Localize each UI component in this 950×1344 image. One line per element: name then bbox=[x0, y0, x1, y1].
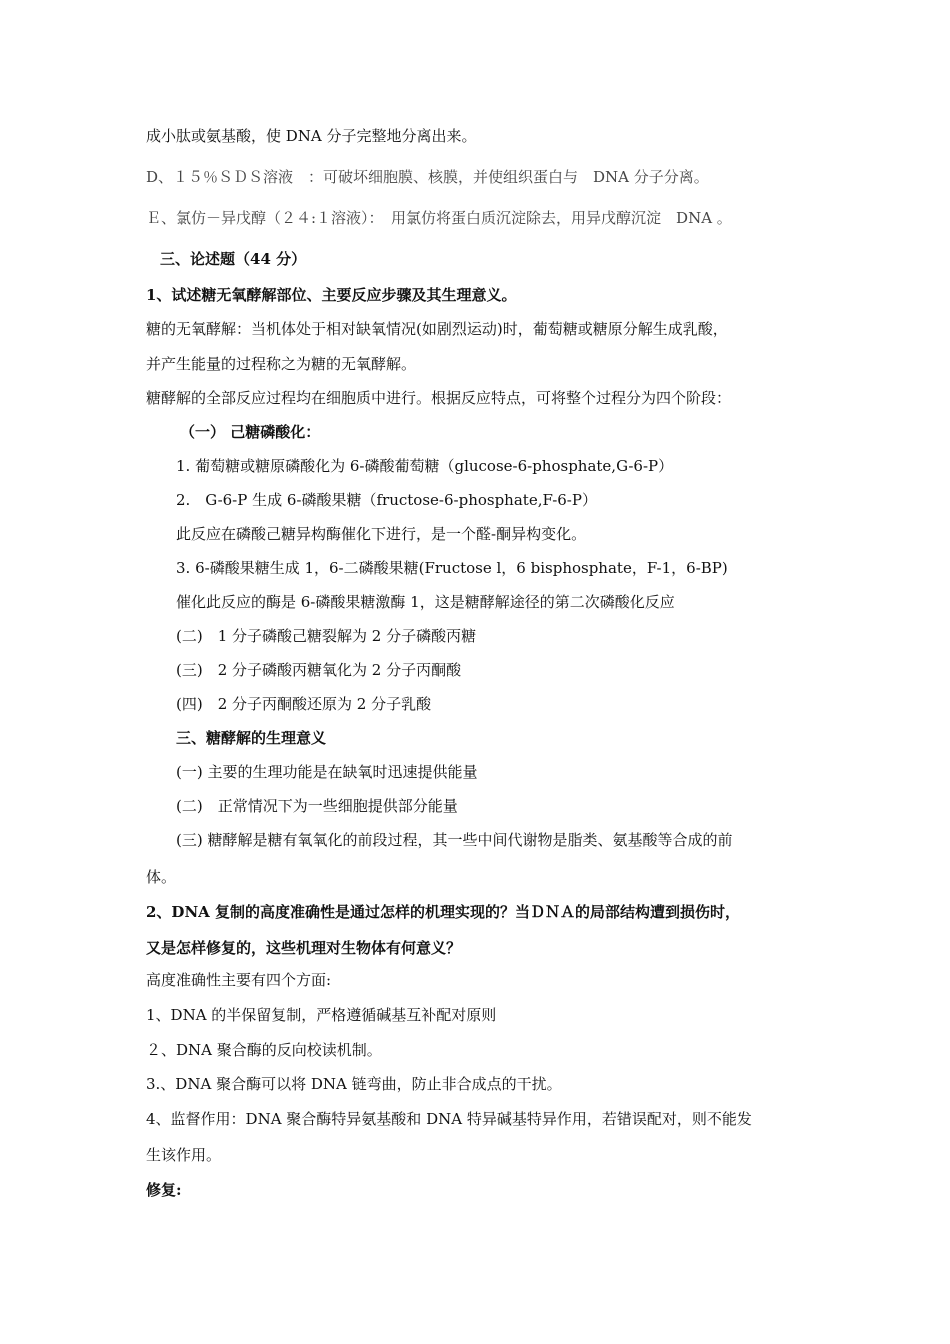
text-line-reagent-d: D、１５％ＳＤＳ溶液 ：可破坏细胞膜、核膜，并使组织蛋白与 DNA 分子分离。 bbox=[146, 168, 709, 186]
text-line: (二) 正常情况下为一些细胞提供部分能量 bbox=[176, 797, 458, 815]
text-line: (三) 2 分子磷酸丙糖氧化为 2 分子丙酮酸 bbox=[176, 661, 462, 679]
text-line: (四) 2 分子丙酮酸还原为 2 分子乳酸 bbox=[176, 695, 432, 713]
text-line: (二) 1 分子磷酸己糖裂解为 2 分子磷酸丙糖 bbox=[176, 627, 477, 645]
text-line: ２、DNA 聚合酶的反向校读机制。 bbox=[146, 1041, 382, 1059]
section-heading: 三、论述题（44 分） bbox=[160, 250, 307, 268]
text-line: 糖的无氧酵解：当机体处于相对缺氧情况(如剧烈运动)时，葡萄糖或糖原分解生成乳酸， bbox=[146, 320, 728, 338]
text-line: 生该作用。 bbox=[146, 1146, 222, 1164]
text-line: 糖酵解的全部反应过程均在细胞质中进行。根据反应特点，可将整个过程分为四个阶段： bbox=[146, 389, 732, 407]
subsection-heading: 三、糖酵解的生理意义 bbox=[176, 729, 327, 747]
text-line: 3. 6-磷酸果糖生成 1，6-二磷酸果糖(Fructose l，6 bisphosphate，F-1，6-BP) bbox=[176, 559, 728, 577]
text-line: 此反应在磷酸己糖异构酶催化下进行，是一个醛-酮异构变化。 bbox=[176, 525, 587, 543]
question-heading: 1、试述糖无氧酵解部位、主要反应步骤及其生理意义。 bbox=[146, 286, 517, 304]
question-heading: 2、DNA 复制的高度准确性是通过怎样的机理实现的？当ＤＮＡ的局部结构遭到损伤时， bbox=[146, 903, 741, 921]
subsection-heading: （一） 己糖磷酸化： bbox=[180, 423, 321, 441]
text-line: 成小肽或氨基酸，使 DNA 分子完整地分离出来。 bbox=[146, 127, 477, 145]
text-line: 并产生能量的过程称之为糖的无氧酵解。 bbox=[146, 355, 417, 373]
text-line: 3.、DNA 聚合酶可以将 DNA 链弯曲，防止非合成点的干扰。 bbox=[146, 1075, 562, 1093]
text-line-reagent-e: Ｅ、氯仿－异戊醇（２４:１溶液）： 用氯仿将蛋白质沉淀除去，用异戊醇沉淀 DNA 。 bbox=[146, 209, 732, 227]
text-line: (三) 糖酵解是糖有氧氧化的前段过程，其一些中间代谢物是脂类、氨基酸等合成的前 bbox=[176, 831, 733, 849]
text-line: 4、监督作用：DNA 聚合酶特异氨基酸和 DNA 特异碱基特异作用，若错误配对，则不能发 bbox=[146, 1110, 752, 1128]
text-line: 1、DNA 的半保留复制，严格遵循碱基互补配对原则 bbox=[146, 1006, 497, 1024]
question-heading: 又是怎样修复的，这些机理对生物体有何意义？ bbox=[146, 939, 462, 957]
text-line: 1. 葡萄糖或糖原磷酸化为 6-磷酸葡萄糖（glucose-6-phosphate,G-6-P） bbox=[176, 457, 674, 475]
section-label: 修复: bbox=[146, 1181, 182, 1199]
text-line: 体。 bbox=[146, 868, 177, 886]
text-line: (一) 主要的生理功能是在缺氧时迅速提供能量 bbox=[176, 763, 478, 781]
text-line: 催化此反应的酶是 6-磷酸果糖激酶 1，这是糖酵解途径的第二次磷酸化反应 bbox=[176, 593, 675, 611]
text-line: 2. G-6-P 生成 6-磷酸果糖（fructose-6-phosphate,F-6-P） bbox=[176, 491, 597, 509]
text-line: 高度准确性主要有四个方面: bbox=[146, 971, 332, 989]
